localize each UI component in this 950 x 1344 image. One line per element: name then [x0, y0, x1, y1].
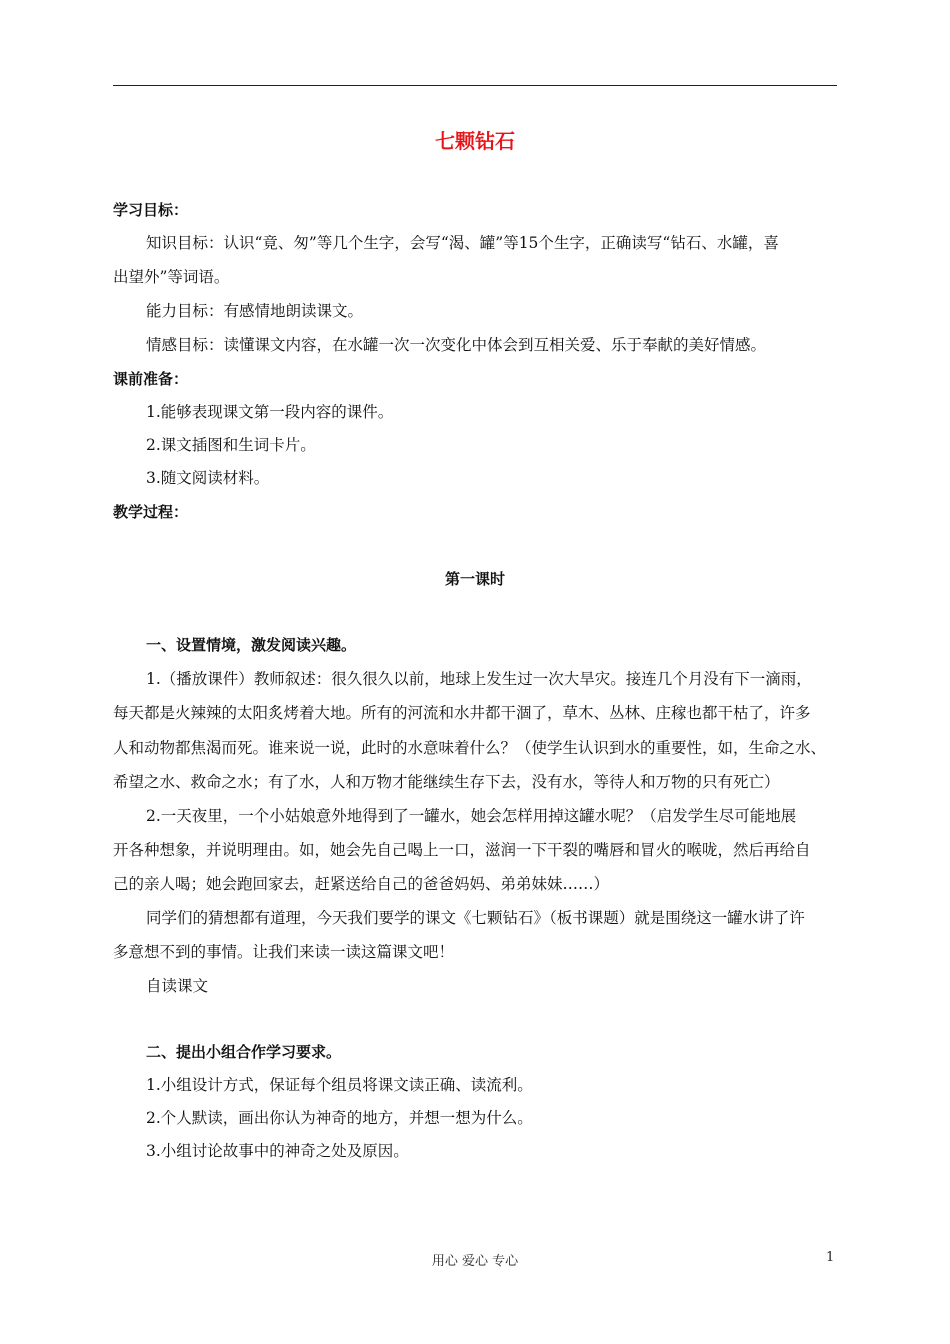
section-2-item-3: 3.小组讨论故事中的神奇之处及原因。	[146, 1142, 409, 1160]
goal-knowledge-line-1: 知识目标：认识“竟、匆”等几个生字，会写“渴、罐”等15个生字，正确读写“钻石、水罐，喜	[146, 234, 779, 252]
lesson-heading: 第一课时	[444, 570, 505, 588]
section-1-para-1-line-2: 每天都是火辣辣的太阳炙烤着大地。所有的河流和水井都干涸了，草木、丛林、庄稼也都干枯了，许多	[113, 704, 811, 722]
document-title: 七颗钻石	[435, 129, 515, 153]
section-1-para-3-line-2: 多意想不到的事情。让我们来读一读这篇课文吧！	[113, 943, 455, 961]
section-2-heading: 二、提出小组合作学习要求。	[146, 1043, 342, 1061]
prep-item-1: 1.能够表现课文第一段内容的课件。	[146, 403, 394, 421]
prep-item-2: 2.课文插图和生词卡片。	[146, 436, 316, 454]
prep-item-3: 3.随文阅读材料。	[146, 469, 270, 487]
section-2-item-1: 1.小组设计方式，保证每个组员将课文读正确、读流利。	[146, 1076, 533, 1094]
page-number: 1	[826, 1250, 835, 1265]
goal-ability: 能力目标：有感情地朗读课文。	[146, 302, 364, 320]
section-1-para-3-line-1: 同学们的猜想都有道理，今天我们要学的课文《七颗钻石》（板书课题）就是围绕这一罐水讲了许	[146, 909, 805, 927]
section-1-heading: 一、设置情境，激发阅读兴趣。	[146, 636, 357, 654]
header-rule	[113, 85, 837, 86]
heading-prep: 课前准备：	[113, 370, 189, 388]
section-1-para-2-line-2: 开各种想象，并说明理由。如，她会先自己喝上一口，滋润一下干裂的嘴唇和冒火的喉咙，然后再给自	[113, 841, 811, 859]
goal-emotion: 情感目标：读懂课文内容，在水罐一次一次变化中体会到互相关爱、乐于奉献的美好情感。	[146, 336, 767, 354]
goal-knowledge-line-2: 出望外”等词语。	[113, 268, 230, 286]
section-1-para-1-line-3: 人和动物都焦渴而死。谁来说一说，此时的水意味着什么？（使学生认识到水的重要性，如，生命之水、	[113, 739, 827, 757]
section-1-para-2-line-3: 己的亲人喝；她会跑回家去，赶紧送给自己的爸爸妈妈、弟弟妹妹……）	[113, 875, 610, 893]
section-1-para-1-line-4: 希望之水、救命之水；有了水，人和万物才能继续生存下去，没有水，等待人和万物的只有死亡）	[113, 773, 780, 791]
heading-goals: 学习目标：	[113, 201, 189, 219]
section-1-para-1-line-1: 1.（播放课件）教师叙述：很久很久以前，地球上发生过一次大旱灾。接连几个月没有下一滴雨，	[146, 670, 812, 688]
section-1-para-4: 自读课文	[146, 977, 209, 995]
section-1-para-2-line-1: 2.一天夜里，一个小姑娘意外地得到了一罐水，她会怎样用掉这罐水呢？（启发学生尽可能地展	[146, 807, 797, 825]
page-footer: 用心 爱心 专心	[431, 1254, 519, 1269]
heading-process: 教学过程：	[113, 503, 189, 521]
section-2-item-2: 2.个人默读，画出你认为神奇的地方，并想一想为什么。	[146, 1109, 533, 1127]
